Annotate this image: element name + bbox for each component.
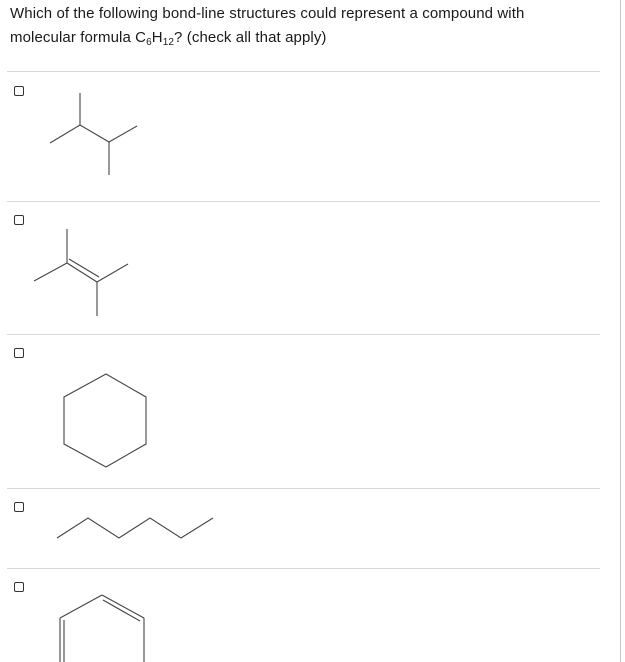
formula-hydrogen: H <box>151 29 163 46</box>
question-formula-prefix: molecular formula C <box>10 29 147 46</box>
question-line-1: Which of the following bond-line structures could represent a compound with <box>10 5 525 22</box>
question-instruction: ? (check all that apply) <box>174 29 327 46</box>
formula-subscript-hydrogen: 12 <box>162 37 175 48</box>
formula-subscript-carbon: 6 <box>146 37 152 48</box>
